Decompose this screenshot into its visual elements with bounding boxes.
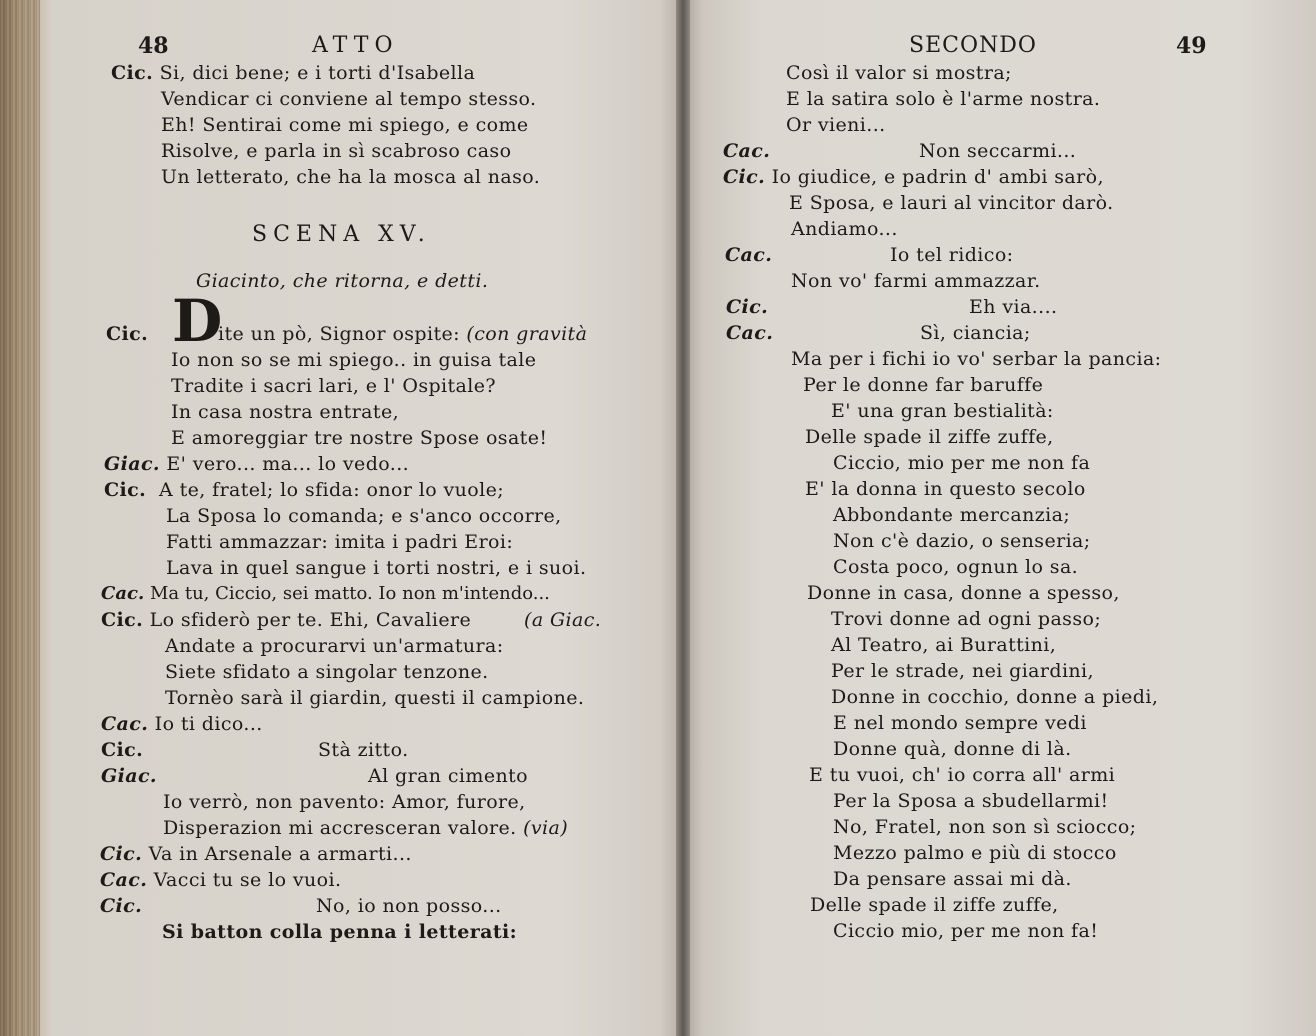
verse-text: Delle spade il ziffe zuffe, xyxy=(805,426,1054,448)
verse-line xyxy=(831,660,1094,682)
verse-line xyxy=(791,348,1161,370)
verse-line xyxy=(807,582,1120,604)
verse-text: Costa poco, ognun lo sa. xyxy=(833,556,1079,578)
verse-line xyxy=(171,401,399,423)
verse-line xyxy=(101,609,471,631)
verse-text: No, io non posso... xyxy=(316,895,502,917)
verse-line xyxy=(833,530,1091,552)
verse-text: In casa nostra entrate, xyxy=(171,401,400,423)
speaker: Cic. xyxy=(100,895,143,917)
verse-line xyxy=(171,375,496,397)
verse-line xyxy=(218,323,587,345)
verse-text: Ciccio mio, per me non fa! xyxy=(833,920,1099,942)
verse-text: Lo sfiderò per te. Ehi, Cavaliere xyxy=(149,609,472,631)
stage-aside: (via) xyxy=(523,817,569,839)
verse-text: Da pensare assai mi dà. xyxy=(833,868,1072,890)
verse-line xyxy=(368,765,528,787)
verse-text: Si batton colla penna i letterati: xyxy=(162,921,518,943)
verse-line xyxy=(726,296,768,318)
page-edge xyxy=(0,0,40,1036)
verse-line xyxy=(166,531,513,553)
speaker: Cac. xyxy=(100,869,148,891)
verse-line xyxy=(165,635,504,657)
verse-text: Trovi donne ad ogni passo; xyxy=(831,608,1102,630)
verse-text: E' la donna in questo secolo xyxy=(805,478,1086,500)
verse-text: Va in Arsenale a armarti... xyxy=(148,843,412,865)
speaker: Giac. xyxy=(101,765,157,787)
verse-text: Vacci tu se lo vuoi. xyxy=(153,869,342,891)
verse-text: Io tel ridico: xyxy=(890,244,1014,266)
verse-line xyxy=(803,374,1043,396)
verse-line xyxy=(810,894,1059,916)
verse-line xyxy=(166,557,586,579)
verse-line xyxy=(162,921,517,943)
verse-text: Andiamo... xyxy=(791,218,898,240)
right-running-head: SECONDO xyxy=(909,33,1037,58)
speaker: Cac. xyxy=(726,322,774,344)
left-page-number: 48 xyxy=(138,33,169,59)
verse-line xyxy=(833,556,1078,578)
verse-line xyxy=(171,349,536,371)
verse-text: Io verrò, non pavento: Amor, furore, xyxy=(163,791,526,813)
verse-text: E amoreggiar tre nostre Spose osate! xyxy=(171,427,548,449)
verse-text: E nel mondo sempre vedi xyxy=(833,712,1087,734)
verse-line xyxy=(920,322,1031,344)
speaker: Cic. xyxy=(104,479,147,501)
verse-line xyxy=(725,244,772,266)
verse-line xyxy=(100,895,142,917)
speaker: Cic. xyxy=(111,62,154,84)
verse-text: Non c'è dazio, o senseria; xyxy=(833,530,1091,552)
verse-text: ite un pò, Signor ospite: xyxy=(218,323,460,345)
verse-line xyxy=(890,244,1013,266)
verse-text: No, Fratel, non son sì sciocco; xyxy=(833,816,1137,838)
verse-line xyxy=(833,920,1098,942)
verse-line xyxy=(833,452,1090,474)
verse-line xyxy=(919,140,1076,162)
verse-text: Eh! Sentirai come mi spiego, e come xyxy=(161,114,529,136)
verse-text: E tu vuoi, ch' io corra all' armi xyxy=(809,764,1116,786)
verse-line xyxy=(805,478,1086,500)
verse-text: Siete sfidato a singolar tenzone. xyxy=(165,661,489,683)
verse-line xyxy=(104,453,409,475)
verse-line xyxy=(809,764,1115,786)
speaker: Cac. xyxy=(101,713,149,735)
verse-text: Ma tu, Ciccio, sei matto. Io non m'intendo... xyxy=(149,583,550,604)
verse-line xyxy=(161,88,537,110)
verse-text: La Sposa lo comanda; e s'anco occorre, xyxy=(166,505,562,527)
speaker: Giac. xyxy=(104,453,160,475)
verse-line xyxy=(805,426,1054,448)
speaker: Cic. xyxy=(100,843,143,865)
speaker xyxy=(106,323,148,345)
verse-line xyxy=(833,868,1072,890)
drop-cap: D xyxy=(172,287,223,355)
verse-text: Eh via.... xyxy=(969,296,1058,318)
verse-text: Risolve, e parla in sì scabroso caso xyxy=(161,140,512,162)
verse-line xyxy=(833,790,1109,812)
verse-text: Per la Sposa a sbudellarmi! xyxy=(833,790,1109,812)
scene-title: SCENA XV. xyxy=(252,222,431,247)
verse-line xyxy=(171,427,547,449)
verse-line xyxy=(101,739,143,761)
verse-text: Io ti dico... xyxy=(154,713,263,735)
verse-text: Fatti ammazzar: imita i padri Eroi: xyxy=(166,531,514,553)
verse-line xyxy=(831,634,1056,656)
verse-text: Andate a procurarvi un'armatura: xyxy=(165,635,504,657)
verse-text: Abbondante mercanzia; xyxy=(833,504,1071,526)
verse-text: Stà zitto. xyxy=(318,739,409,761)
verse-text: Un letterato, che ha la mosca al naso. xyxy=(161,166,541,188)
verse-text: Io non so se mi spiego.. in guisa tale xyxy=(171,349,537,371)
verse-line xyxy=(786,62,1012,84)
verse-line xyxy=(786,88,1100,110)
verse-line xyxy=(161,166,540,188)
verse-text: Per le donne far baruffe xyxy=(803,374,1044,396)
verse-text: Vendicar ci conviene al tempo stesso. xyxy=(161,88,537,110)
verse-text: A te, fratel; lo sfida: onor lo vuole; xyxy=(159,479,505,501)
verse-line xyxy=(791,218,898,240)
verse-text: Donne quà, donne di là. xyxy=(833,738,1072,760)
verse-line xyxy=(969,296,1057,318)
verse-line xyxy=(100,869,341,891)
speaker: Cic. xyxy=(723,166,766,188)
verse-text: Or vieni... xyxy=(786,114,886,136)
verse-line xyxy=(833,504,1070,526)
verse-text: Si, dici bene; e i torti d'Isabella xyxy=(159,62,476,84)
verse-line xyxy=(163,817,568,839)
speaker-label: Cic. xyxy=(106,323,149,345)
verse-line xyxy=(723,166,1104,188)
stage-aside: (con gravità xyxy=(466,323,588,345)
verse-text: Lava in quel sangue i torti nostri, e i suoi. xyxy=(166,557,587,579)
speaker: Cac. xyxy=(101,583,145,604)
verse-text: Donne in casa, donne a spesso, xyxy=(807,582,1120,604)
verse-line xyxy=(831,400,1054,422)
verse-line xyxy=(161,114,529,136)
verse-text: Tradite i sacri lari, e l' Ospitale? xyxy=(171,375,496,397)
stage-aside: (a Giac. xyxy=(524,609,602,631)
verse-line xyxy=(786,114,886,136)
verse-text: Non vo' farmi ammazzar. xyxy=(791,270,1041,292)
verse-line xyxy=(104,479,504,501)
speaker: Cic. xyxy=(101,609,144,631)
verse-text: Donne in cocchio, donne a piedi, xyxy=(831,686,1159,708)
verse-line xyxy=(100,843,412,865)
left-running-head: ATTO xyxy=(312,33,399,58)
verse-text: Sì, ciancia; xyxy=(920,322,1031,344)
verse-line xyxy=(316,895,502,917)
verse-line xyxy=(726,322,773,344)
speaker: Cic. xyxy=(726,296,769,318)
right-page-number: 49 xyxy=(1176,33,1207,59)
verse-line xyxy=(165,661,489,683)
verse-line xyxy=(166,505,562,527)
verse-text: Per le strade, nei giardini, xyxy=(831,660,1094,682)
verse-line xyxy=(165,687,584,709)
verse-text: E' vero... ma... lo vedo... xyxy=(166,453,410,475)
verse-line xyxy=(833,712,1087,734)
verse-line xyxy=(789,192,1114,214)
verse-text: Non seccarmi... xyxy=(919,140,1077,162)
right-page xyxy=(683,0,1316,1036)
verse-text: Al gran cimento xyxy=(368,765,528,787)
verse-line xyxy=(101,713,263,735)
verse-line xyxy=(833,816,1137,838)
speaker: Cac. xyxy=(723,140,771,162)
verse-line xyxy=(833,738,1072,760)
verse-text: Mezzo palmo e più di stocco xyxy=(833,842,1117,864)
verse-line xyxy=(111,62,475,84)
verse-text: Delle spade il ziffe zuffe, xyxy=(810,894,1059,916)
verse-line xyxy=(318,739,409,761)
verse-line xyxy=(831,686,1158,708)
verse-text: Così il valor si mostra; xyxy=(786,62,1012,84)
verse-line xyxy=(831,608,1101,630)
book-gutter xyxy=(676,0,690,1036)
verse-line xyxy=(833,842,1117,864)
verse-text: E la satira solo è l'arme nostra. xyxy=(786,88,1101,110)
verse-text: Tornèo sarà il giardin, questi il campione. xyxy=(165,687,585,709)
verse-text: E Sposa, e lauri al vincitor darò. xyxy=(789,192,1114,214)
verse-line xyxy=(791,270,1041,292)
verse-line xyxy=(101,765,157,787)
speaker: Cac. xyxy=(725,244,773,266)
verse-text: E' una gran bestialità: xyxy=(831,400,1054,422)
verse-line xyxy=(163,791,526,813)
speaker: Cic. xyxy=(101,739,144,761)
verse-text: Ma per i fichi io vo' serbar la pancia: xyxy=(791,348,1162,370)
verse-text: Ciccio, mio per me non fa xyxy=(833,452,1091,474)
verse-text: Al Teatro, ai Burattini, xyxy=(831,634,1057,656)
verse-line xyxy=(101,583,550,604)
verse-text: Disperazion mi accresceran valore. xyxy=(163,817,517,839)
verse-line xyxy=(161,140,511,162)
stage-direction: Giacinto, che ritorna, e detti. xyxy=(196,270,489,292)
verse-line xyxy=(723,140,770,162)
verse-text: Io giudice, e padrin d' ambi sarò, xyxy=(771,166,1104,188)
